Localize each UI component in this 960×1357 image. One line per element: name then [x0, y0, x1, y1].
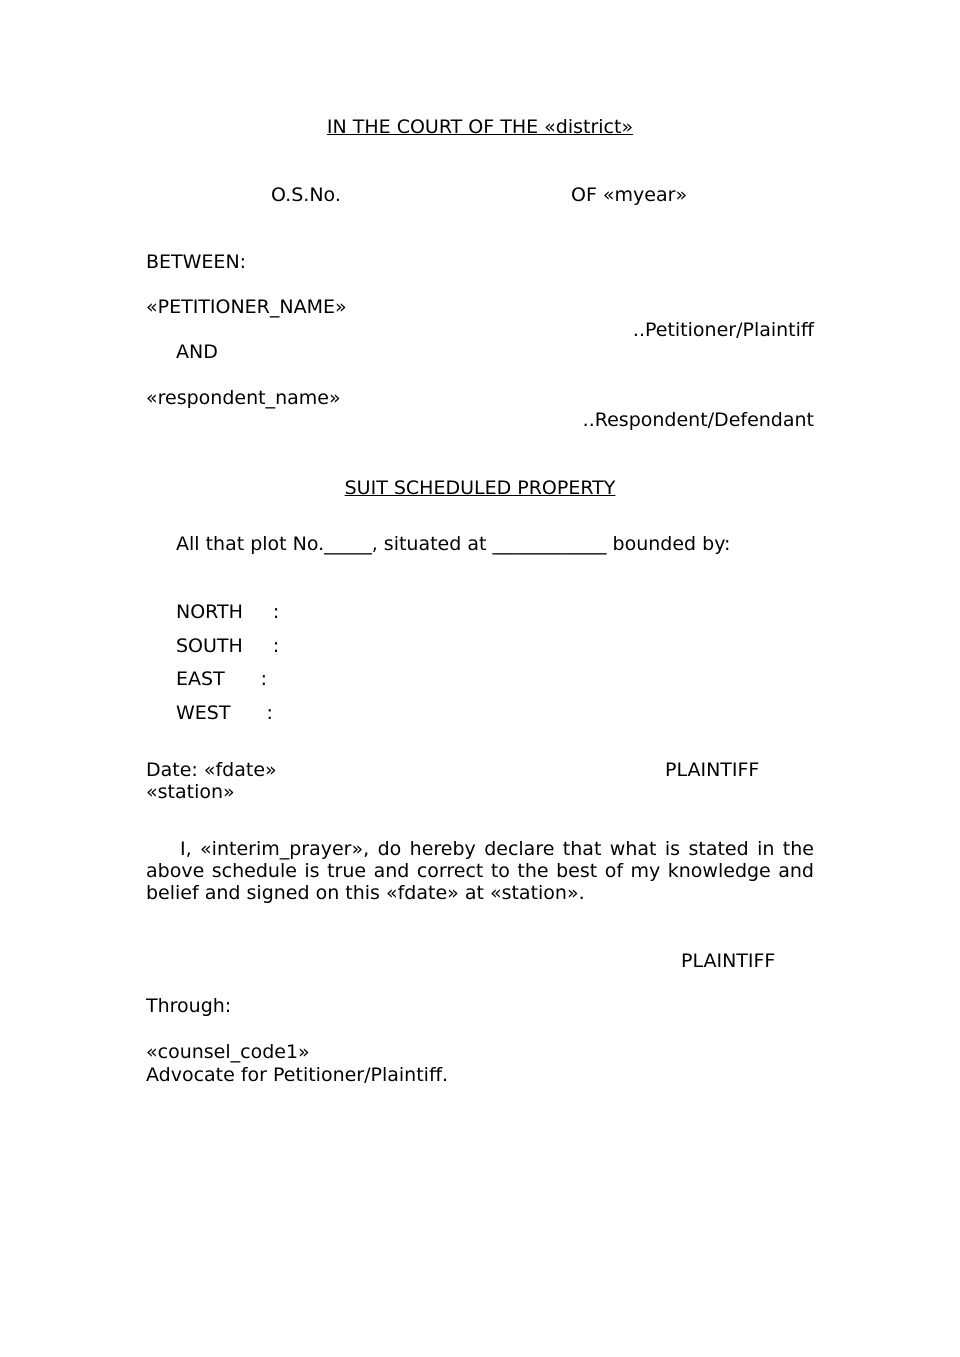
- and-label: AND: [176, 341, 218, 363]
- schedule-heading-text: SUIT SCHEDULED PROPERTY: [344, 477, 616, 499]
- os-year: OF «myear»: [571, 184, 688, 206]
- boundary-separator: :: [272, 635, 280, 657]
- boundary-separator: :: [260, 668, 268, 690]
- counsel-role: Advocate for Petitioner/Plaintiff.: [146, 1064, 449, 1086]
- boundary-label: SOUTH: [176, 635, 243, 657]
- boundary-separator: :: [272, 601, 280, 623]
- boundary-label: WEST: [176, 702, 231, 724]
- boundary-west: [176, 702, 273, 724]
- verification-paragraph: [146, 838, 814, 904]
- date-line: Date: «fdate»: [146, 759, 277, 781]
- boundary-separator: :: [266, 702, 273, 724]
- petitioner-name: «PETITIONER_NAME»: [146, 296, 347, 318]
- respondent-name: «respondent_name»: [146, 387, 341, 409]
- boundary-label: NORTH: [176, 601, 243, 623]
- boundary-label: EAST: [176, 668, 225, 690]
- plaintiff-signature-2: PLAINTIFF: [681, 950, 776, 972]
- station-line: «station»: [146, 781, 235, 803]
- boundary-south: [176, 635, 279, 657]
- court-title: [0, 116, 960, 138]
- schedule-heading: [0, 477, 960, 499]
- counsel-code: «counsel_code1»: [146, 1041, 310, 1063]
- verification-text: I, «interim_prayer», do hereby declare that what is stated in the above schedule is true and correct to the best of my knowledge and belief and signed on this «fdate» at «station».: [146, 838, 814, 904]
- respondent-role: ..Respondent/Defendant: [582, 409, 814, 431]
- plaintiff-signature-1: PLAINTIFF: [665, 759, 760, 781]
- boundary-east: [176, 668, 267, 690]
- petitioner-role: ..Petitioner/Plaintiff: [632, 319, 814, 341]
- os-number: O.S.No.: [271, 184, 341, 206]
- boundary-north: [176, 601, 279, 623]
- between-label: BETWEEN:: [146, 251, 247, 273]
- through-label: Through:: [146, 995, 232, 1017]
- schedule-description: All that plot No._____, situated at ____________ bounded by:: [176, 533, 731, 555]
- court-title-text: IN THE COURT OF THE «district»: [326, 116, 634, 138]
